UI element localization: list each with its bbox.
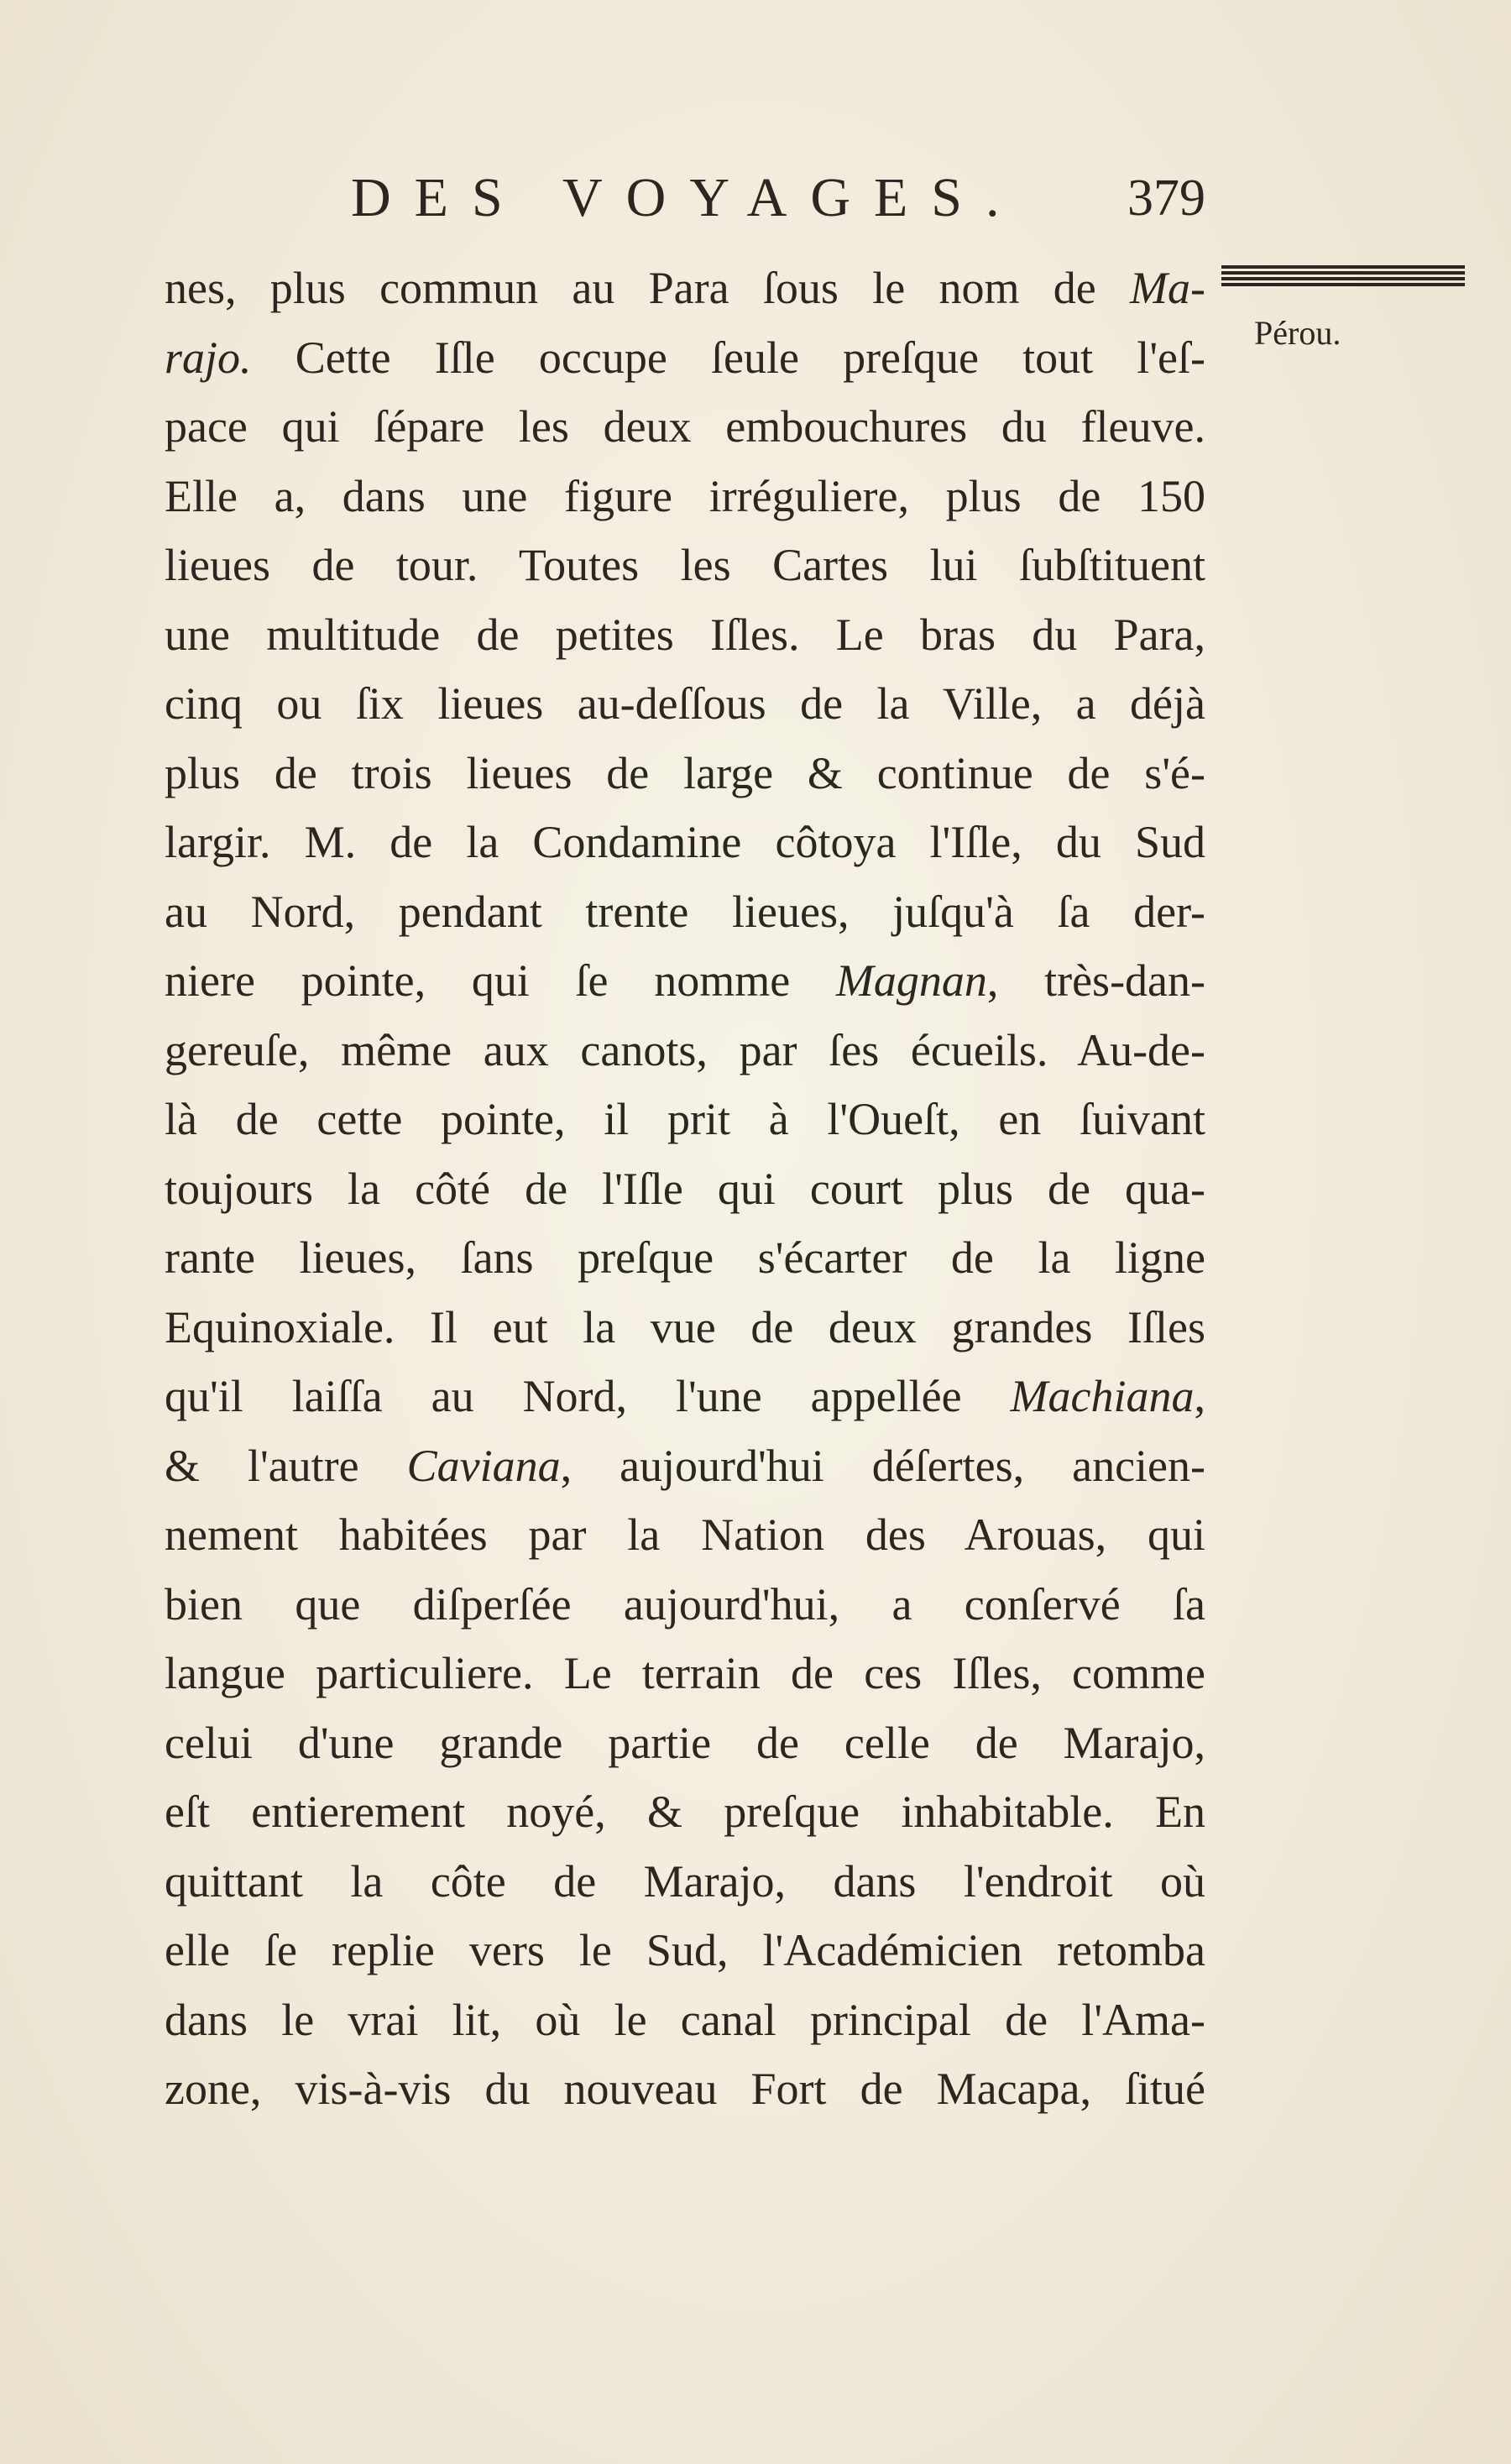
text-segment: au Nord, pendant trente lieues, juſqu'à ſa der- <box>165 886 1205 937</box>
text-segment: nement habitées par la Nation des Arouas, qui <box>165 1509 1205 1560</box>
body-text <box>165 254 1205 2124</box>
text-segment: , <box>1194 1371 1205 1421</box>
text-segment: Cette Iſle occupe ſeule preſque tout l'eſ- <box>251 332 1205 383</box>
text-line <box>165 1016 1205 1086</box>
text-segment: celui d'une grande partie de celle de Marajo, <box>165 1717 1205 1768</box>
text-line <box>165 1570 1205 1640</box>
text-segment: lieues de tour. Toutes les Cartes lui ſubſtituent <box>165 540 1205 590</box>
text-segment: langue particuliere. Le terrain de ces Iſles, comme <box>165 1648 1205 1698</box>
text-line <box>165 1639 1205 1708</box>
text-segment: largir. M. de la Condamine côtoya l'Iſle, du Sud <box>165 817 1205 867</box>
text-line <box>165 1708 1205 1778</box>
text-segment: cinq ou ſix lieues au-deſſous de la Ville, a déjà <box>165 678 1205 729</box>
text-segment: quittant la côte de Marajo, dans l'endroit où <box>165 1855 1205 1907</box>
page-number: 379 <box>1127 170 1205 227</box>
italic-text-segment: Magnan <box>835 955 987 1006</box>
text-line <box>165 1085 1205 1154</box>
text-line <box>165 1154 1205 1224</box>
text-segment: pace qui ſépare les deux embouchures du fleuve. <box>165 401 1205 452</box>
italic-text-segment: Caviana <box>406 1440 561 1491</box>
text-line <box>165 600 1205 670</box>
margin-note: Pérou. <box>1254 314 1341 352</box>
italic-text-segment: rajo. <box>165 332 252 383</box>
text-segment: qu'il laiſſa au Nord, l'une appellée <box>165 1371 1011 1421</box>
text-segment: bien que diſperſée aujourd'hui, a conſervé ſa <box>165 1578 1205 1630</box>
italic-text-segment: Machiana <box>1010 1371 1195 1421</box>
text-line <box>165 531 1205 600</box>
text-segment: , très-dan- <box>986 955 1205 1006</box>
text-segment: nes, plus commun au Para ſous le nom de <box>165 263 1131 313</box>
text-segment: plus de trois lieues de large & continue de s'é- <box>165 747 1205 798</box>
text-segment: eſt entierement noyé, & preſque inhabitable. En <box>165 1787 1205 1837</box>
text-segment: gereuſe, même aux canots, par ſes écueils. Au-de- <box>165 1024 1205 1075</box>
text-line <box>165 739 1205 808</box>
text-line <box>165 1223 1205 1293</box>
text-segment: zone, vis-à-vis du nouveau Fort de Macapa, ſitué <box>165 2064 1205 2114</box>
text-segment: Equinoxiale. Il eut la vue de deux grandes Iſles <box>165 1301 1205 1352</box>
text-segment: Elle a, dans une figure irréguliere, plus de 150 <box>165 470 1205 521</box>
margin-rule-ornament <box>1221 265 1465 287</box>
text-segment: niere pointe, qui ſe nomme <box>165 955 836 1006</box>
text-line <box>165 1847 1205 1917</box>
text-line <box>165 1916 1205 1985</box>
text-line <box>165 254 1205 323</box>
text-line <box>165 2054 1205 2124</box>
text-line <box>165 1431 1205 1501</box>
text-line <box>165 877 1205 947</box>
text-line <box>165 462 1205 531</box>
text-segment: , aujourd'hui déſertes, ancien- <box>560 1440 1205 1491</box>
text-line <box>165 1362 1205 1431</box>
text-segment: une multitude de petites Iſles. Le bras du Para, <box>165 609 1205 660</box>
text-line <box>165 946 1205 1016</box>
text-segment: toujours la côté de l'Iſle qui court plus de qua- <box>165 1163 1205 1214</box>
text-segment: elle ſe replie vers le Sud, l'Académicien retomba <box>165 1925 1205 1975</box>
running-head-title: DES VOYAGES. <box>351 167 1023 228</box>
text-line <box>165 323 1205 393</box>
text-line <box>165 808 1205 877</box>
text-line <box>165 1985 1205 2055</box>
text-line <box>165 669 1205 739</box>
text-segment: rante lieues, ſans preſque s'écarter de la ligne <box>165 1232 1205 1283</box>
text-segment: & l'autre <box>165 1440 407 1491</box>
italic-text-segment: Ma- <box>1130 263 1205 313</box>
text-segment: là de cette pointe, il prit à l'Oueſt, en ſuivant <box>165 1094 1205 1144</box>
running-head <box>165 165 1205 232</box>
text-segment: dans le vrai lit, où le canal principal de l'Ama- <box>165 1994 1205 2045</box>
text-line <box>165 392 1205 462</box>
text-line <box>165 1777 1205 1847</box>
text-line <box>165 1293 1205 1363</box>
text-line <box>165 1500 1205 1570</box>
